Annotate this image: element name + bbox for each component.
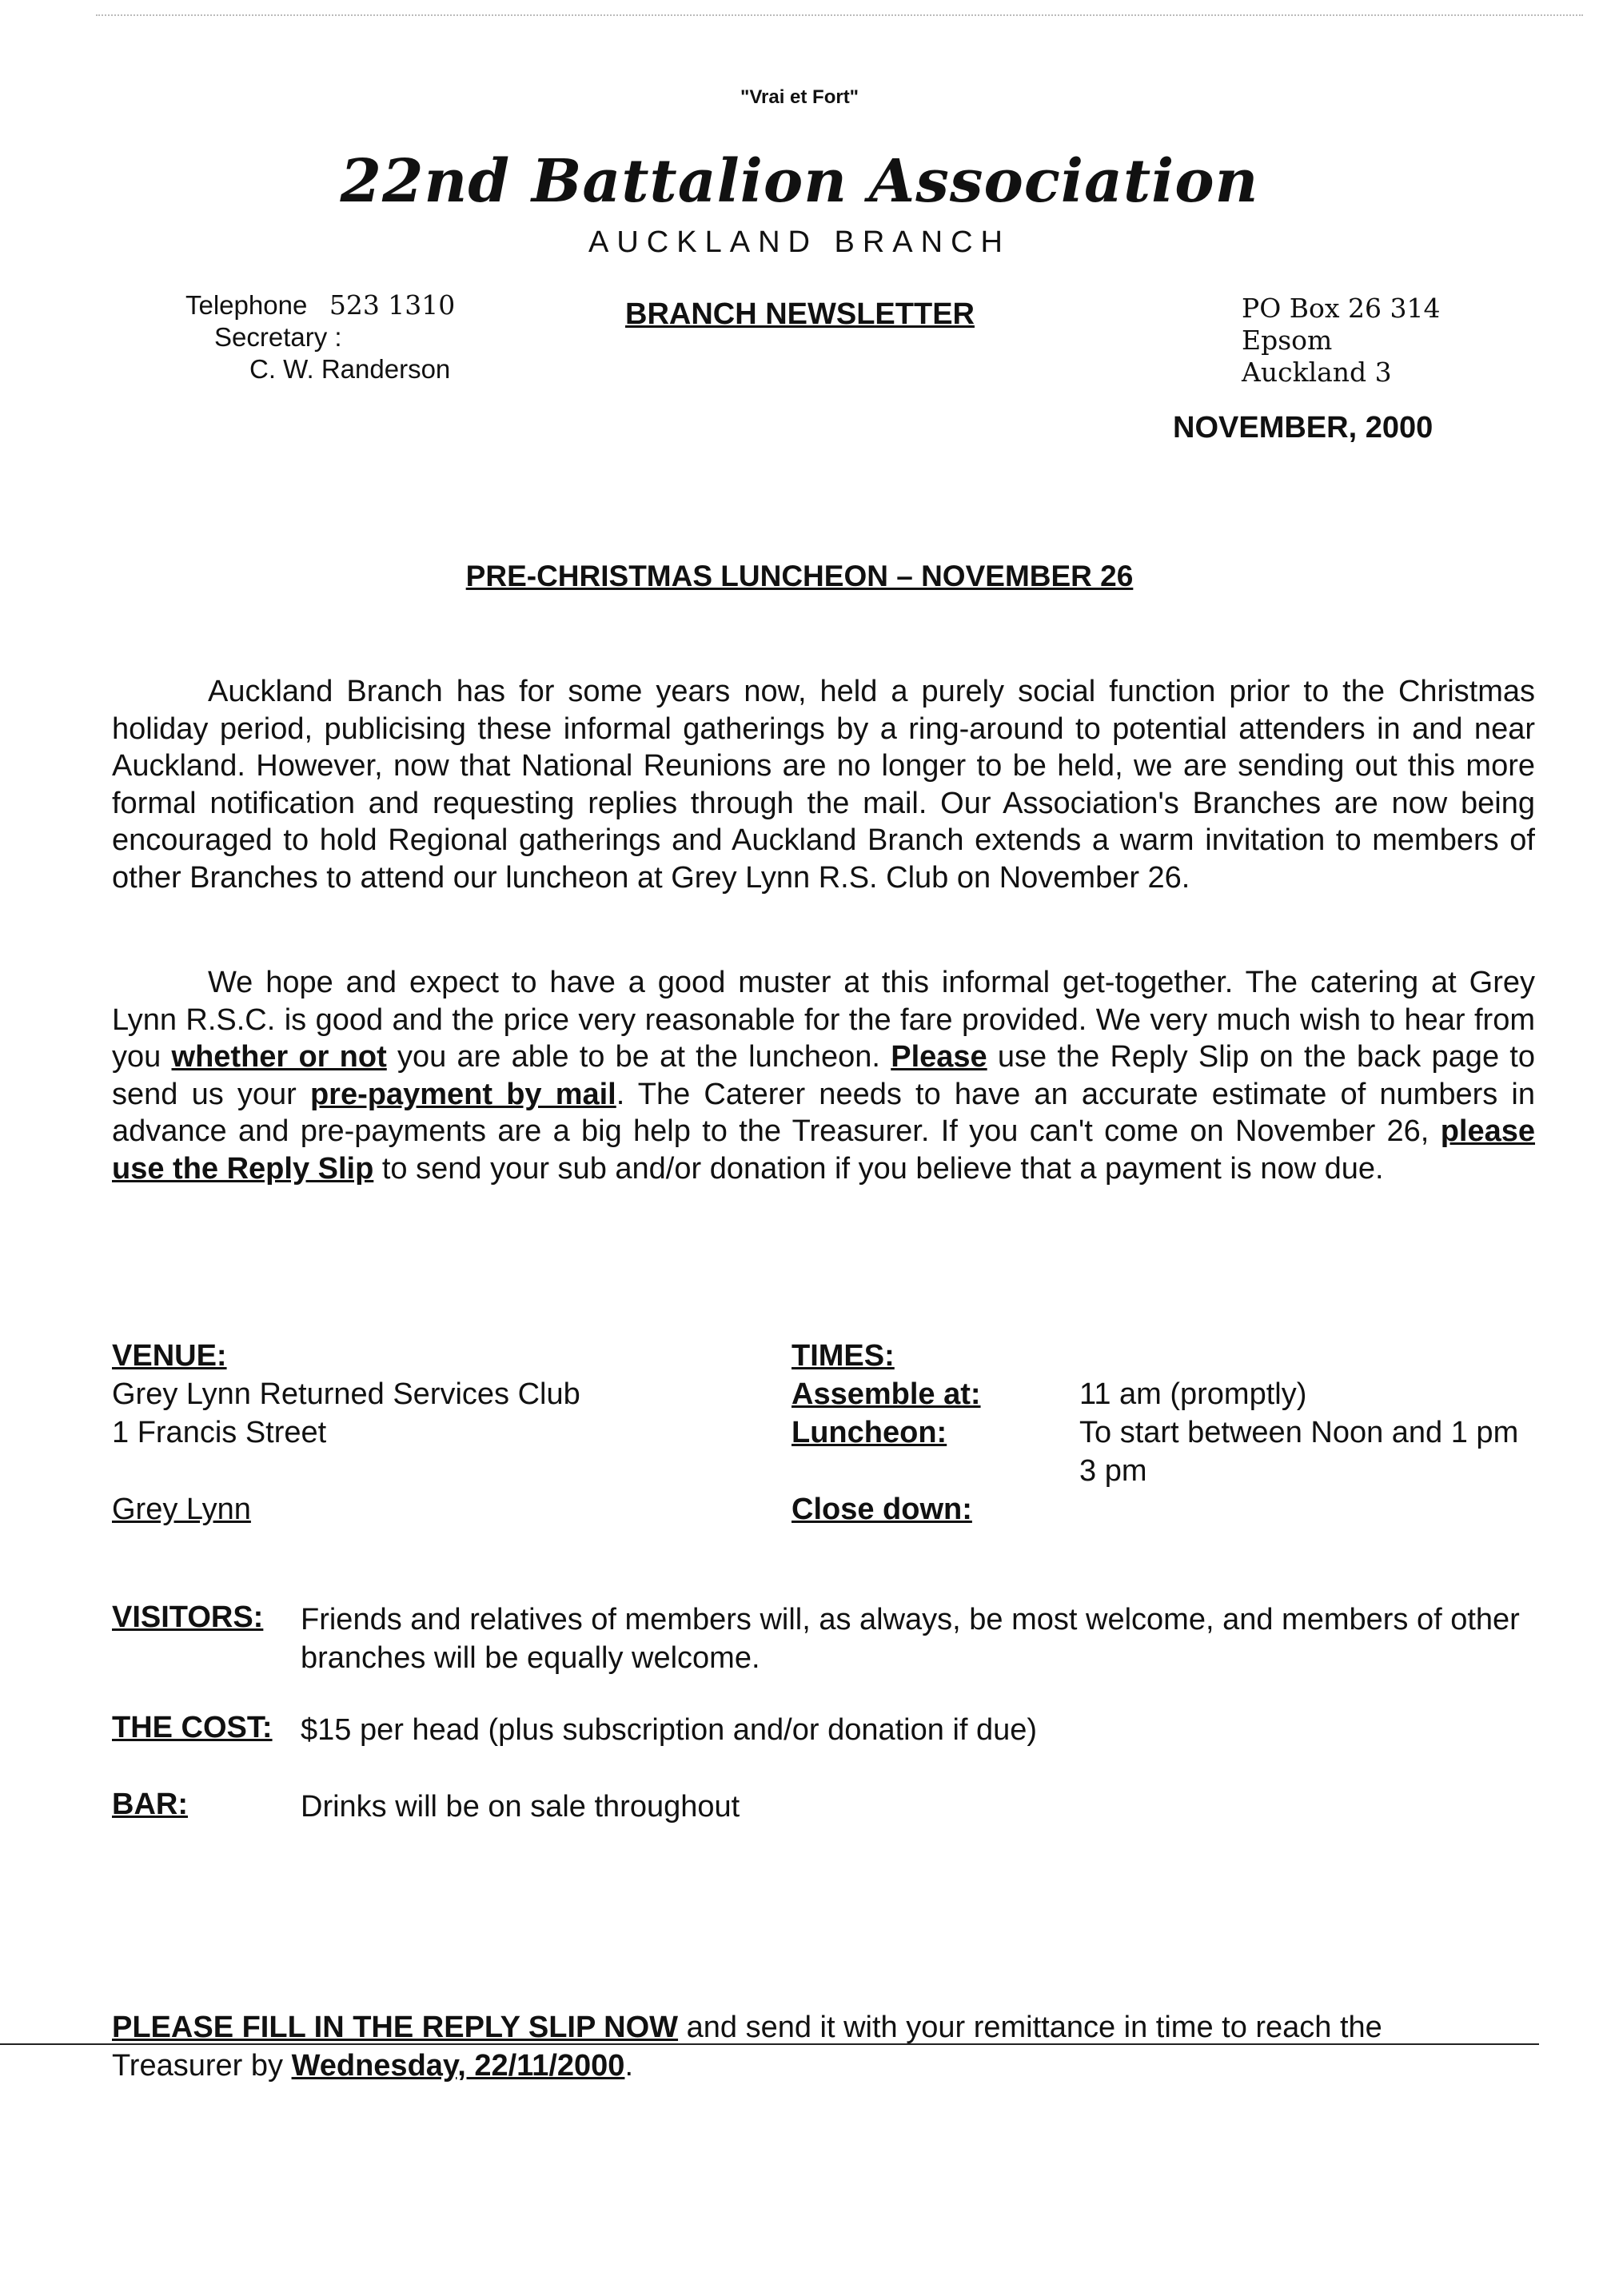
para2-segment: . The Caterer needs to have an accurate estimate of numbers in advance and pre-payments are a big help to the Treasurer. If you can't come on November 26, xyxy=(112,1077,1536,1148)
visitors-row xyxy=(112,1600,1524,1677)
footer-segment: . xyxy=(624,2049,633,2083)
issue-date: NOVEMBER, 2000 xyxy=(1173,411,1434,444)
deadline-date: Wednesday, 22/11/2000 xyxy=(291,2049,625,2083)
address-line-3: Auckland 3 xyxy=(1242,357,1392,388)
reply-slip-now-emphasis: PLEASE FILL IN THE REPLY SLIP NOW xyxy=(112,2011,679,2044)
venue-label: VENUE: xyxy=(112,1339,227,1373)
times-labels xyxy=(792,1337,981,1529)
paragraph-2 xyxy=(112,964,1535,1187)
reply-slip-emphasis: please use the Reply Slip xyxy=(112,1114,1535,1186)
cost-text: $15 per head (plus subscription and/or donation if due) xyxy=(301,1713,1038,1747)
article-title: PRE-CHRISTMAS LUNCHEON – NOVEMBER 26 xyxy=(465,560,1134,592)
footer-line-1 xyxy=(112,2008,1535,2047)
postal-address xyxy=(1242,293,1440,389)
footer-reminder xyxy=(112,2008,1535,2085)
venue-line-3: Grey Lynn xyxy=(112,1493,251,1526)
secretary-label: Secretary : xyxy=(214,322,342,352)
luncheon-label: Luncheon: xyxy=(792,1416,947,1449)
venue-line-2: 1 Francis Street xyxy=(112,1416,327,1449)
assemble-value: 11 am (promptly) xyxy=(1079,1377,1307,1411)
motto: "Vrai et Fort" xyxy=(740,86,859,108)
branch-name: AUCKLAND BRANCH xyxy=(588,225,1011,259)
para2-segment: you are able to be at the luncheon. xyxy=(386,1040,891,1074)
whether-or-not-emphasis: whether or not xyxy=(171,1040,387,1074)
telephone-line xyxy=(185,289,455,321)
address-line-2: Epsom xyxy=(1242,325,1333,356)
times-spacer xyxy=(792,1452,981,1490)
para2-segment: use the Reply Slip on the back page to send us your xyxy=(112,1040,1536,1111)
footer-segment: and send it with your remittance in time to reach the xyxy=(678,2011,1382,2044)
please-emphasis: Please xyxy=(891,1040,987,1074)
paragraph-2-text xyxy=(112,964,1535,1187)
para2-segment: We hope and expect to have a good muster at this informal get-together. The catering at Grey Lynn R.S.C. is good and the price very reasonable for the fare provided. We very much wish to hear from you xyxy=(112,966,1535,1074)
assemble-label: Assemble at: xyxy=(792,1377,981,1411)
top-scan-edge xyxy=(96,14,1583,16)
cost-label: THE COST: xyxy=(112,1711,273,1744)
cost-row xyxy=(112,1711,1524,1749)
association-title: 22nd Battalion Association xyxy=(340,147,1259,216)
telephone-number: 523 1310 xyxy=(329,289,456,321)
luncheon-value: To start between Noon and 1 pm xyxy=(1079,1416,1519,1449)
para2-segment: to send your sub and/or donation if you believe that a payment is now due. xyxy=(373,1151,1384,1186)
venue-line-1: Grey Lynn Returned Services Club xyxy=(112,1377,580,1411)
telephone-label: Telephone xyxy=(185,290,308,320)
bar-row xyxy=(112,1788,1524,1826)
pre-payment-emphasis: pre-payment by mail xyxy=(309,1077,616,1111)
address-line-1: PO Box 26 314 xyxy=(1242,293,1441,324)
venue-block xyxy=(112,1337,580,1529)
secretary-name: C. W. Randerson xyxy=(249,354,451,384)
times-values xyxy=(1079,1375,1527,1490)
visitors-label: VISITORS: xyxy=(112,1600,264,1634)
paragraph-1 xyxy=(112,673,1535,896)
contact-block xyxy=(185,289,455,385)
close-value: 3 pm xyxy=(1079,1454,1147,1488)
visitors-text: Friends and relatives of members will, as always, be most welcome, and members of other branches will be equally welcome. xyxy=(301,1603,1520,1675)
bar-text: Drinks will be on sale throughout xyxy=(301,1790,740,1824)
venue-spacer xyxy=(112,1452,580,1490)
footer-segment: Treasurer by xyxy=(112,2049,292,2083)
footer-line-2 xyxy=(112,2047,1535,2085)
bar-label: BAR: xyxy=(112,1788,188,1821)
close-label: Close down: xyxy=(792,1493,972,1526)
paragraph-1-text: Auckland Branch has for some years now, held a purely social function prior to the Christmas holiday period, publicising these informal gatherings by a ring-around to potential attenders in and near Auckland. However, now that National Reunions are no longer to be held, we are sending out this more formal notification and requesting replies through the mail. Our Association's Branches are now being encouraged to hold Regional gatherings and Auckland Branch extends a warm invitation to members of other Branches to attend our luncheon at Grey Lynn R.S. Club on November 26. xyxy=(112,675,1535,895)
times-label: TIMES: xyxy=(792,1339,895,1373)
newsletter-title: BRANCH NEWSLETTER xyxy=(625,297,975,331)
